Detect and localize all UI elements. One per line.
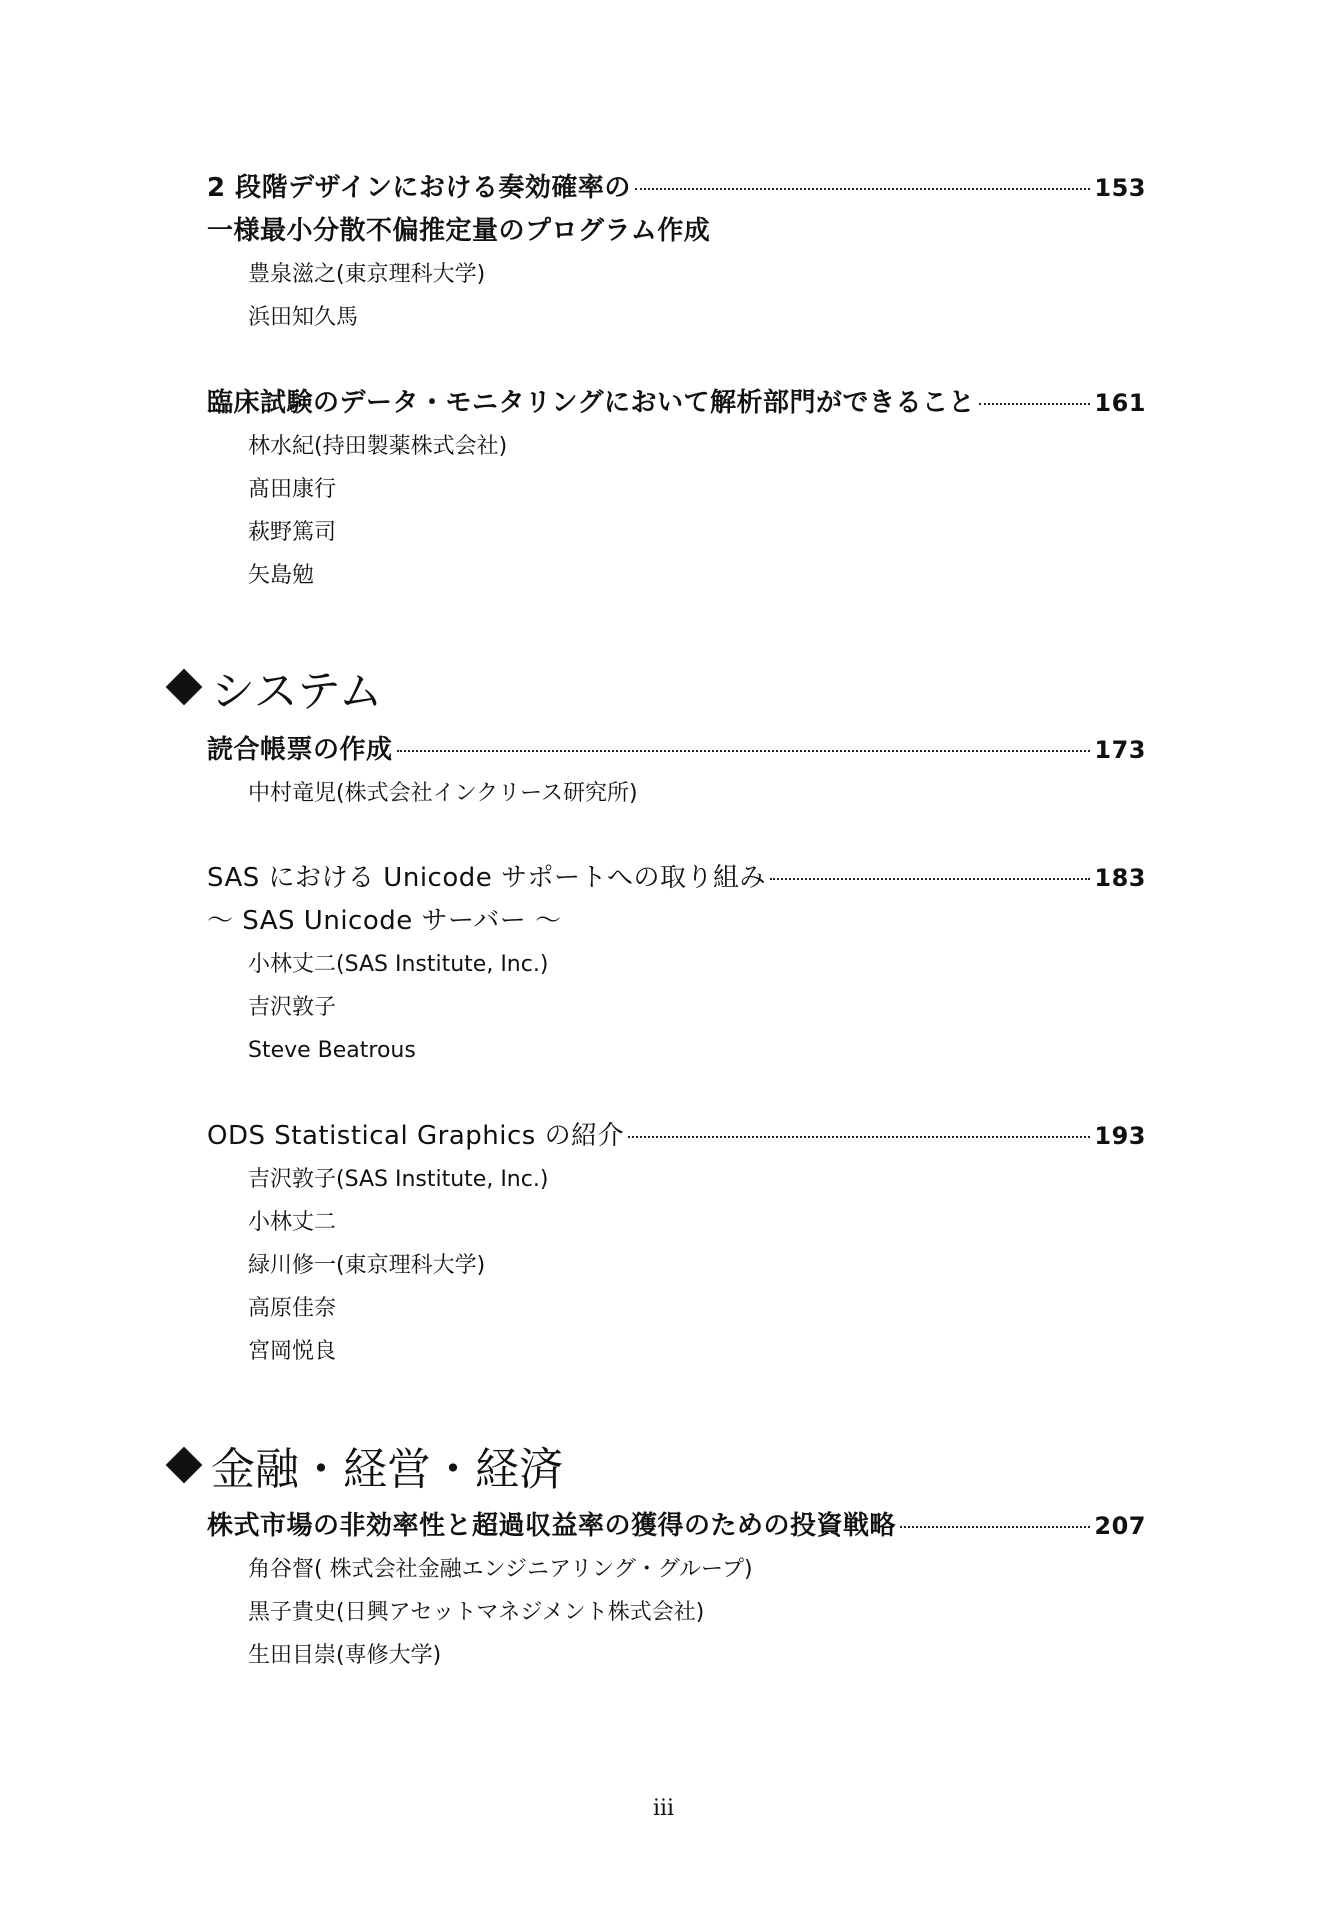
toc-entry — [207, 382, 1146, 597]
author: 髙田康行 — [248, 477, 337, 502]
author: 吉沢敦子 — [248, 995, 337, 1020]
dot-leader — [397, 750, 1091, 752]
diamond-bullet-icon — [166, 669, 203, 706]
author: 萩野篤司 — [248, 520, 337, 545]
toc-entry — [207, 729, 1146, 815]
author: 黒子貴史(日興アセットマネジメント株式会社) — [248, 1600, 705, 1625]
author: 小林丈二 — [248, 1210, 337, 1235]
toc-title-line — [207, 857, 1146, 900]
toc-title[interactable]: ～ SAS Unicode サーバー ～ — [207, 906, 562, 936]
toc-title-line — [207, 1115, 1146, 1158]
toc-title[interactable]: ODS Statistical Graphics の紹介 — [207, 1121, 625, 1151]
toc-title[interactable]: 臨床試験のデータ・モニタリングにおいて解析部門ができること — [207, 388, 975, 418]
author: 小林丈二(SAS Institute, Inc.) — [248, 952, 549, 977]
toc-title-line — [207, 729, 1146, 772]
author: 豊泉滋之(東京理科大学) — [248, 262, 486, 287]
page-number: 193 — [1094, 1122, 1146, 1150]
toc-title-line — [207, 900, 1146, 943]
toc-title[interactable]: 一様最小分散不偏推定量のプログラム作成 — [207, 216, 711, 246]
author: Steve Beatrous — [248, 1038, 416, 1063]
toc-entry — [207, 1505, 1146, 1677]
dot-leader — [900, 1526, 1090, 1528]
toc-title-line — [207, 167, 1146, 210]
page-number: 153 — [1094, 174, 1146, 202]
toc-entry — [207, 1115, 1146, 1373]
toc-title[interactable]: 読合帳票の作成 — [207, 735, 393, 765]
page-number: 183 — [1094, 864, 1146, 892]
toc-title-line — [207, 210, 1146, 253]
author: 高原佳奈 — [248, 1296, 337, 1321]
page-number: 161 — [1094, 389, 1146, 417]
section-title: システム — [211, 666, 383, 717]
author: 吉沢敦子(SAS Institute, Inc.) — [248, 1167, 549, 1192]
toc-title-line — [207, 382, 1146, 425]
section-heading-finance — [165, 1433, 563, 1497]
toc-title[interactable]: 株式市場の非効率性と超過収益率の獲得のための投資戦略 — [207, 1511, 897, 1541]
dot-leader — [979, 403, 1090, 405]
toc-title[interactable]: SAS における Unicode サポートへの取り組み — [207, 863, 767, 893]
author: 矢島勉 — [248, 563, 315, 588]
section-title: 金融・経営・経済 — [211, 1444, 563, 1495]
page-number: 207 — [1094, 1512, 1146, 1540]
page-number: 173 — [1094, 736, 1146, 764]
author: 林水紀(持田製薬株式会社) — [248, 434, 508, 459]
toc-title[interactable]: 2 段階デザインにおける奏効確率の — [207, 173, 631, 203]
author: 角谷督( 株式会社金融エンジニアリング・グループ) — [248, 1557, 753, 1582]
author: 中村竜児(株式会社インクリース研究所) — [248, 781, 638, 806]
diamond-bullet-icon — [166, 1447, 203, 1484]
author: 生田目崇(専修大学) — [248, 1643, 442, 1668]
author: 緑川修一(東京理科大学) — [248, 1253, 486, 1278]
dot-leader — [628, 1136, 1090, 1138]
author: 宮岡悦良 — [248, 1339, 337, 1364]
toc-entry — [207, 167, 1146, 339]
toc-title-line — [207, 1505, 1146, 1548]
toc-entry — [207, 857, 1146, 1072]
dot-leader — [635, 188, 1091, 190]
author: 浜田知久馬 — [248, 305, 359, 330]
dot-leader — [770, 878, 1090, 880]
page-folio: iii — [652, 1796, 675, 1821]
section-heading-system — [165, 655, 383, 719]
